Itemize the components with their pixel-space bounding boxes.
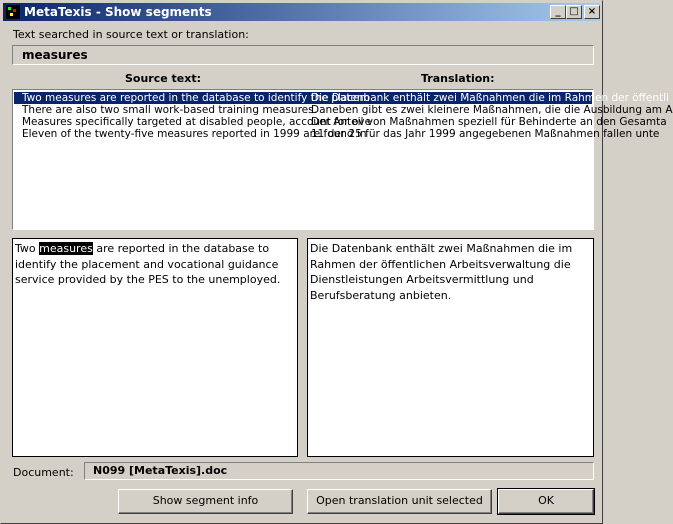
segment-translation: Der Anteil von Maßnahmen speziell für Behinderte an den Gesamta xyxy=(311,116,667,128)
title-bar[interactable] xyxy=(3,3,600,21)
search-term-field: measures xyxy=(12,45,594,65)
search-hit-highlight: measures xyxy=(39,242,93,255)
translation-text: Die Datenbank enthält zwei Maßnahmen die im Rahmen der öffentlichen Arbeitsverwaltung die Dienstleistungen Arbeitsvermittlung und Berufsberatung anbieten. xyxy=(310,242,573,302)
document-label: Document: xyxy=(13,466,74,479)
source-text-before: Two xyxy=(15,242,40,255)
ok-button[interactable]: OK xyxy=(498,489,594,514)
source-text-after: are reported in the database to identify the placement and vocational guidance service provided by the PES to the unemployed. xyxy=(15,242,281,286)
translation-text-pane[interactable] xyxy=(307,238,594,457)
segment-source: Eleven of the twenty-five measures reported in 1999 are found in xyxy=(22,128,367,140)
window-title: MetaTexis - Show segments xyxy=(24,5,212,19)
segment-row[interactable] xyxy=(14,116,667,128)
search-label: Text searched in source text or translation: xyxy=(13,28,249,41)
segment-source: Measures specifically targeted at disabled people, account for ove xyxy=(22,116,372,128)
document-name-field: N099 [MetaTexis].doc xyxy=(84,462,594,480)
close-icon[interactable]: × xyxy=(584,5,600,19)
segment-translation: Die Datenbank enthält zwei Maßnahmen die im Rahmen der öffentli xyxy=(311,92,669,104)
segment-source: There are also two small work-based training measures. xyxy=(22,104,317,116)
segment-translation: 11 der 25 für das Jahr 1999 angegebenen Maßnahmen fallen unte xyxy=(311,128,660,140)
open-translation-unit-button[interactable]: Open translation unit selected xyxy=(307,489,492,514)
segment-list[interactable] xyxy=(12,89,673,230)
minimize-icon[interactable]: _ xyxy=(550,5,566,19)
show-segment-info-button[interactable]: Show segment info xyxy=(118,489,293,514)
translation-column-header: Translation: xyxy=(421,72,495,85)
source-column-header: Source text: xyxy=(125,72,202,85)
segment-row[interactable] xyxy=(14,92,669,104)
maximize-icon[interactable]: □ xyxy=(566,5,582,19)
segment-row[interactable] xyxy=(14,104,673,116)
source-text-pane[interactable] xyxy=(12,238,298,457)
metatexis-app-icon xyxy=(6,5,20,19)
segment-source: Two measures are reported in the database to identify the placem xyxy=(22,92,370,104)
segment-row[interactable] xyxy=(14,128,660,140)
segment-translation: Daneben gibt es zwei kleinere Maßnahmen, die die Ausbildung am A xyxy=(311,104,673,116)
